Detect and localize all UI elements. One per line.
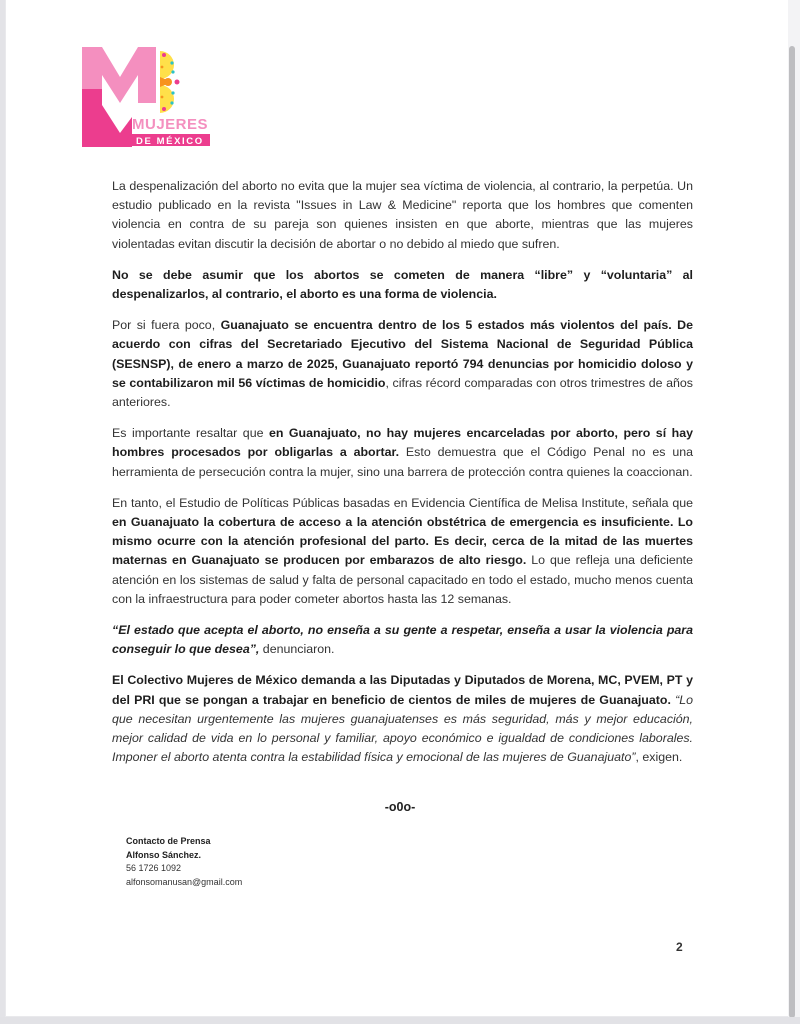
paragraph-5-end: Lo que refleja una deficiente atención en los sistemas de salud y falta de personal capacitado en todo el estado, mucho menos cuenta con la infraestructura para poder cometer abortos hasta las 12 semanas. <box>112 553 693 606</box>
contact-heading: Contacto de Prensa <box>126 836 211 846</box>
paragraph-2-text: No se debe asumir que los abortos se cometen de manera “libre” y “voluntaria” al despenalizarlos, al contrario, el aborto es una forma de violencia. <box>112 267 693 302</box>
paragraph-4-end: Esto demuestra que el Código Penal no es una herramienta de persecución contra la mujer, sino una barrera de protección contra quienes la coaccionan. <box>112 445 693 479</box>
paragraph-4-intro: Es importante resaltar que <box>112 426 269 441</box>
paragraph-3-intro: Por si fuera poco, <box>112 318 221 333</box>
paragraph-4 <box>112 424 693 482</box>
paragraph-7 <box>112 671 693 767</box>
paragraph-3 <box>112 316 693 412</box>
logo-floral-decoration-icon <box>160 51 180 113</box>
paragraph-6-end: denunciaron. <box>259 642 335 657</box>
paragraph-5-intro: En tanto, el Estudio de Políticas Públicas basadas en Evidencia Científica de Melisa Institute, señala que <box>112 495 693 510</box>
scrollbar-thumb[interactable] <box>789 46 795 1018</box>
window-frame-bottom <box>0 1017 800 1024</box>
paragraph-6 <box>112 621 693 659</box>
window-frame-left <box>0 0 5 1024</box>
paragraph-5 <box>112 494 693 609</box>
paragraph-2 <box>112 266 693 304</box>
paragraph-3-bold: Guanajuato se encuentra dentro de los 5 estados más violentos del país. De acuerdo con cifras del Secretariado Ejecutivo del Sistema Nacional de Seguridad Pública (SESNSP), de enero a marzo de 2025, Guanajuato reportó 794 denuncias por homicidio doloso y se contabilizaron mil 56 víctimas de homicidio <box>112 318 693 390</box>
logo-text-mujeres: MUJERES <box>132 116 209 133</box>
paragraph-7-end: , exigen. <box>635 750 683 765</box>
contact-email: alfonsomanusan@gmail.com <box>126 876 243 887</box>
mujeres-de-mexico-logo <box>80 45 215 148</box>
paragraph-5-bold: en Guanajuato la cobertura de acceso a la atención obstétrica de emergencia es insuficiente. Lo mismo ocurre con la atención profesional del parto. Es decir, cerca de la mitad de las muertes maternas en Guanajuato se producen por embarazos de alto riesgo. <box>112 515 693 568</box>
paragraph-7-bold: El Colectivo Mujeres de México demanda a las Diputadas y Diputados de Morena, MC, PVEM, PT y del PRI que se pongan a trabajar en beneficio de cientos de miles de mujeres de Guanajuato. <box>112 673 693 707</box>
logo-m-lower-left <box>82 89 102 147</box>
document-body <box>112 177 693 767</box>
paragraph-1 <box>112 177 693 254</box>
paragraph-3-end: , cifras récord comparadas con otros trimestres de años anteriores. <box>112 375 693 410</box>
paragraph-4-bold: en Guanajuato, no hay mujeres encarceladas por aborto, pero sí hay hombres procesados por obligarlas a abortar. <box>112 426 693 460</box>
press-contact <box>126 835 242 889</box>
paragraph-6-quote: “El estado que acepta el aborto, no enseña a su gente a respetar, enseña a usar la violencia para conseguir lo que desea”, <box>112 623 693 657</box>
page-number: 2 <box>676 940 683 954</box>
paragraph-7-quote: “Lo que necesitan urgentemente las mujeres guanajuatenses es más seguridad, más y mejor educación, mejor calidad de vida en lo personal y familiar, apoyo económico e igualdad de condiciones laborales. Imponer el aborto atenta contra la estabilidad física y emocional de las mujeres de Guanajuato” <box>112 692 693 765</box>
paragraph-1-text: La despenalización del aborto no evita que la mujer sea víctima de violencia, al contrario, la perpetúa. Un estudio publicado en la revista "Issues in Law & Medicine" reporta que los hombres que comenten violencia en contra de su pareja son quienes insisten en que aborte, mientras que las mujeres violentadas evitan discutir la decisión de abortar o no debido al miedo que sufren. <box>112 179 693 251</box>
contact-phone: 56 1726 1092 <box>126 863 182 873</box>
section-separator: -o0o- <box>384 800 416 814</box>
logo-text-de-mexico: DE MÉXICO <box>136 136 204 147</box>
contact-name: Alfonso Sánchez. <box>126 849 202 860</box>
